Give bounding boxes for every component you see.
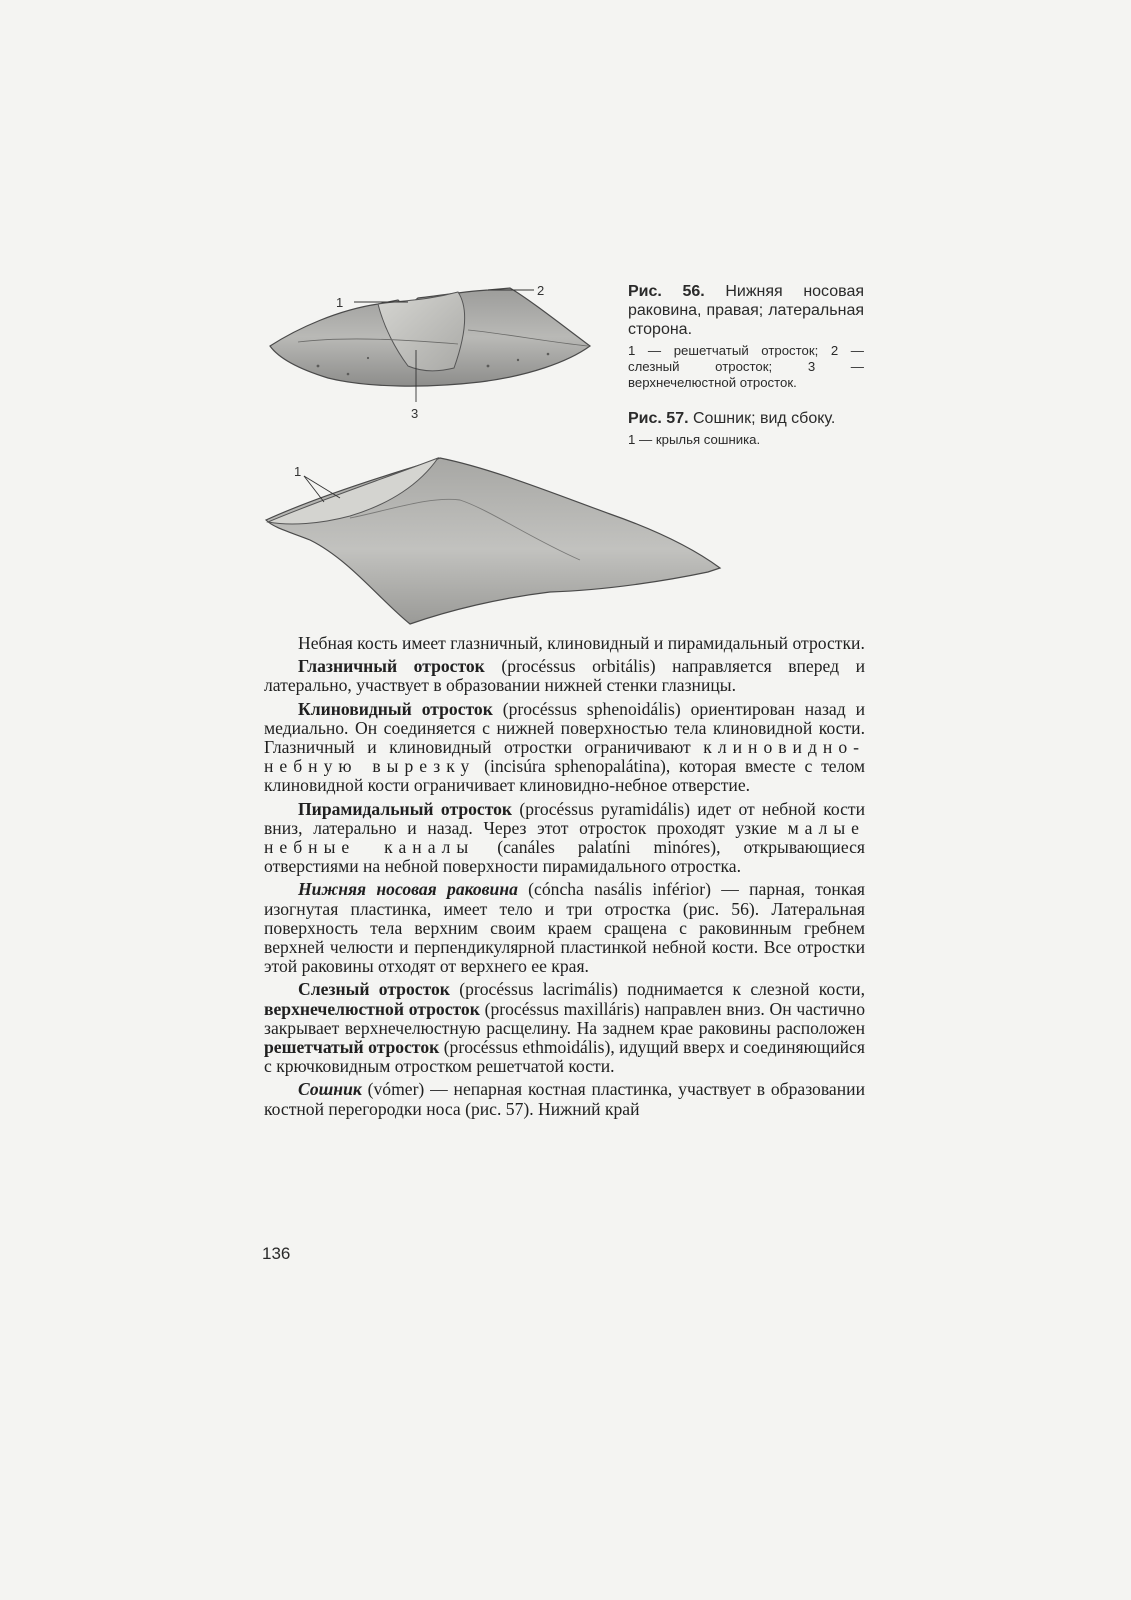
figure-56-inferior-nasal-concha [258,270,608,430]
spaced-term-notch: клиновидно-небную вырезку [264,737,865,777]
term-lacrimal-process: Слезный отросток [298,979,450,1000]
term-pyramidal-process: Пирамидальный отросток [298,798,513,819]
fig56-label-3: 3 [411,406,419,421]
term-sphenoid-process: Клиновидный отросток [298,698,493,719]
caption-fig57-number: Рис. 57. [628,410,689,427]
spaced-term-canals: малые небные каналы [264,817,865,858]
paragraph-text: (procéssus lacrimális) поднимается к слезной кости, [449,979,866,1000]
caption-fig56-title: Нижняя носовая раковина, правая; латеральная сторона. [628,283,865,338]
caption-fig56-number: Рис. 56. [628,283,705,300]
caption-fig56 [628,282,864,339]
term-orbital-process: Глазничный отросток [298,656,485,677]
vomer-body [266,458,720,624]
paragraph-text: (canáles palatíni minóres), открывающиеся отверстиями на небной поверхности пирамидального отростка. [264,837,865,877]
paragraph-text: (incisúra sphenopalátina), которая вместе с телом клиновидной кости ограничивает клиновидно-небное отверстие. [264,756,865,796]
paragraph-text: (procéssus ethmoidális), идущий вверх и соединяющийся с крючковидным отростком решетчатой кости. [264,1037,866,1077]
term-vomer: Сошник [298,1079,362,1100]
paragraph-text: (procéssus maxilláris) направлен вниз. Он частично закрывает верхнечелюстную расщелину. На заднем крае раковины расположен [264,998,865,1038]
caption-fig57-legend: 1 — крылья сошника. [628,432,761,447]
paragraph-pyramidal-process [264,800,865,877]
term-maxillary-process: верхнечелюстной отросток [264,998,480,1019]
paragraph-text: (procéssus orbitális) направляется вперед и латерально, участвует в образовании нижней стенки глазницы. [264,656,865,696]
fig56-label-2: 2 [537,283,545,298]
paragraph-text: (cóncha nasális inférior) — парная, тонкая изогнутая пластинка, имеет тело и три отростка (рис. 56). Латеральная поверхность тела верхним своим краем сращена с раковинным гребнем верхней челюсти и перпендикулярной пластинкой небной кости. Все отростки этой раковины отходят от верхнего ее края. [264,879,866,977]
paragraph-text: (procéssus sphenoidális) ориентирован назад и медиально. Он соединяется с нижней поверхностью тела клиновидной кости. Глазничный и клиновидный отростки ограничивают [264,698,865,758]
body-text [264,634,865,1123]
term-ethmoid-process: решетчатый отросток [264,1037,440,1058]
figure-57-vomer [250,440,740,630]
paragraph-text: (procéssus pyramidális) идет от небной кости вниз, латерально и назад. Через этот отросток проходят узкие [264,798,865,838]
fig56-label-1: 1 [336,295,344,310]
paragraph-orbital-process [264,657,865,695]
paragraph-concha-processes [264,980,865,1076]
caption-fig57 [628,409,864,428]
caption-fig56-legend: 1 — решетчатый отросток; 2 — слезный отросток; 3 — верхнечелюстной отросток. [628,343,864,390]
caption-fig57-title: Сошник; вид сбоку. [693,410,836,427]
page-number: 136 [262,1244,291,1263]
figure-captions [628,282,864,448]
term-inferior-concha: Нижняя носовая раковина [298,879,518,900]
paragraph-inferior-concha [264,880,865,976]
paragraph-vomer [264,1080,865,1118]
fig57-label-1: 1 [294,464,302,479]
paragraph-text: (vómer) — непарная костная пластинка, участвует в образовании костной перегородки носа (рис. 57). Нижний край [264,1079,865,1119]
paragraph-palatine-processes: Небная кость имеет глазничный, клиновидный и пирамидальный отростки. [298,633,865,653]
paragraph-sphenoid-process [264,700,865,796]
